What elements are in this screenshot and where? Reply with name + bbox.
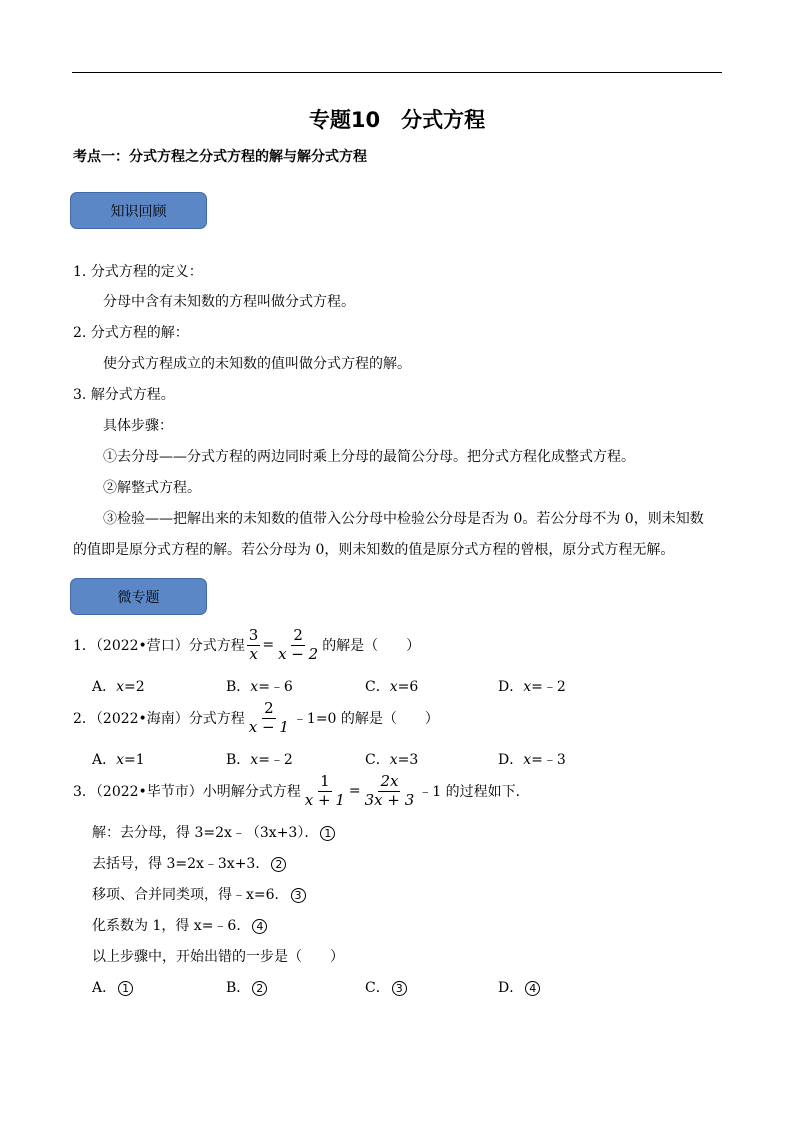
review-item-3-heading xyxy=(73,384,175,404)
section-badge-review: 知识回顾 xyxy=(70,192,207,229)
review-item-2-heading xyxy=(73,322,189,342)
review-item-1-body: 分母中含有未知数的方程叫做分式方程。 xyxy=(103,294,355,310)
question-1-suffix: 的解是（ ） xyxy=(322,638,421,655)
q3-step-3: 移项、合并同类项，得﹣x=6． 3 xyxy=(92,884,306,904)
review-item-1-heading xyxy=(73,261,203,281)
header-rule xyxy=(72,72,722,73)
question-2 xyxy=(73,701,439,736)
circled-number-icon: 1 xyxy=(320,826,335,841)
circled-number-icon: 3 xyxy=(291,888,306,903)
fraction: $\frac{1}{x + 1}$ xyxy=(304,772,345,809)
circled-number-icon: 2 xyxy=(271,857,286,872)
q1-option-a: A．x=2 xyxy=(92,679,145,695)
q2-option-c: C．x=3 xyxy=(365,752,419,768)
q1-option-c: C．x=6 xyxy=(365,679,419,695)
q3-step-4: 化系数为 1，得 x=﹣6． 4 xyxy=(92,915,267,935)
fraction: $\frac{2x}{3x + 3}$ xyxy=(364,772,415,809)
circled-number-icon: 4 xyxy=(525,981,540,996)
step-1: ①去分母——分式方程的两边同时乘上分母的最简公分母。把分式方程化成整式方程。 xyxy=(103,449,635,465)
item-head: 分式方程的解： xyxy=(90,325,189,341)
question-2-suffix: ﹣1=0 的解是（ ） xyxy=(292,711,439,728)
step-3: ③检验——把解出来的未知数的值带入公分母中检验公分母是否为 0。若公分母不为 0，则未知数 xyxy=(103,511,704,527)
q2-option-b: B．x=﹣2 xyxy=(226,752,293,768)
fraction: $\frac{2}{x - 1}$ xyxy=(248,699,289,736)
question-3: 3．（2022•毕节市）小明解分式方程 $\frac{1}{x + 1}$ = $\frac{2x}{3x + 3}$ ﹣1 的过程如下． xyxy=(73,772,530,809)
circled-number-icon: 4 xyxy=(252,919,267,934)
q3-option-b: B． 2 xyxy=(226,977,267,997)
page-title: 专题10 分式方程 xyxy=(308,108,486,132)
q2-option-a: A．x=1 xyxy=(92,752,145,768)
step-2: ②解整式方程。 xyxy=(103,480,201,496)
fraction: $\frac{2}{x - 2}$ xyxy=(278,626,319,663)
item-head: 分式方程的定义： xyxy=(90,264,203,280)
question-3-suffix: ﹣1 的过程如下． xyxy=(418,784,530,801)
circled-number-icon: 2 xyxy=(252,981,267,996)
item-number: 2. xyxy=(73,325,87,341)
question-1-prefix: 1．（2022•营口）分式方程 xyxy=(73,638,245,655)
q1-option-b: B．x=﹣6 xyxy=(226,679,293,695)
review-item-3-body: 具体步骤： xyxy=(103,418,173,434)
review-item-2-body: 使分式方程成立的未知数的值叫做分式方程的解。 xyxy=(103,356,411,372)
item-number: 1. xyxy=(73,264,87,280)
topic-heading: 考点一：分式方程之分式方程的解与解分式方程 xyxy=(73,149,367,165)
circled-number-icon: 1 xyxy=(118,981,133,996)
section-badge-micro-topic: 微专题 xyxy=(70,578,207,615)
q3-step-2: 去括号，得 3=2x﹣3x+3． 2 xyxy=(92,853,286,873)
step-3-continued: 的值即是原分式方程的解。若公分母为 0，则未知数的值是原分式方程的曾根，原分式方程无解。 xyxy=(73,542,675,558)
q2-option-d: D．x=﹣3 xyxy=(498,752,566,768)
item-number: 3. xyxy=(73,387,87,403)
question-3-prefix: 3．（2022•毕节市）小明解分式方程 xyxy=(73,784,301,801)
q3-question: 以上步骤中，开始出错的一步是（ ） xyxy=(92,949,344,965)
fraction: $\frac{3}{x}$ xyxy=(248,626,259,663)
q3-option-d: D． 4 xyxy=(498,977,540,997)
q3-option-a: A． 1 xyxy=(92,977,133,997)
question-1: 1．（2022•营口）分式方程 $\frac{3}{x}$ = $\frac{2}{x - 2}$ 的解是（ ） xyxy=(73,626,421,663)
q3-option-c: C． 3 xyxy=(365,977,407,997)
q3-step-1: 解：去分母，得 3=2x﹣（3x+3）． 1 xyxy=(92,822,335,842)
circled-number-icon: 3 xyxy=(392,981,407,996)
item-head: 解分式方程。 xyxy=(90,387,175,403)
question-2-prefix: 2．（2022•海南）分式方程 xyxy=(73,711,245,728)
q1-option-d: D．x=﹣2 xyxy=(498,679,566,695)
